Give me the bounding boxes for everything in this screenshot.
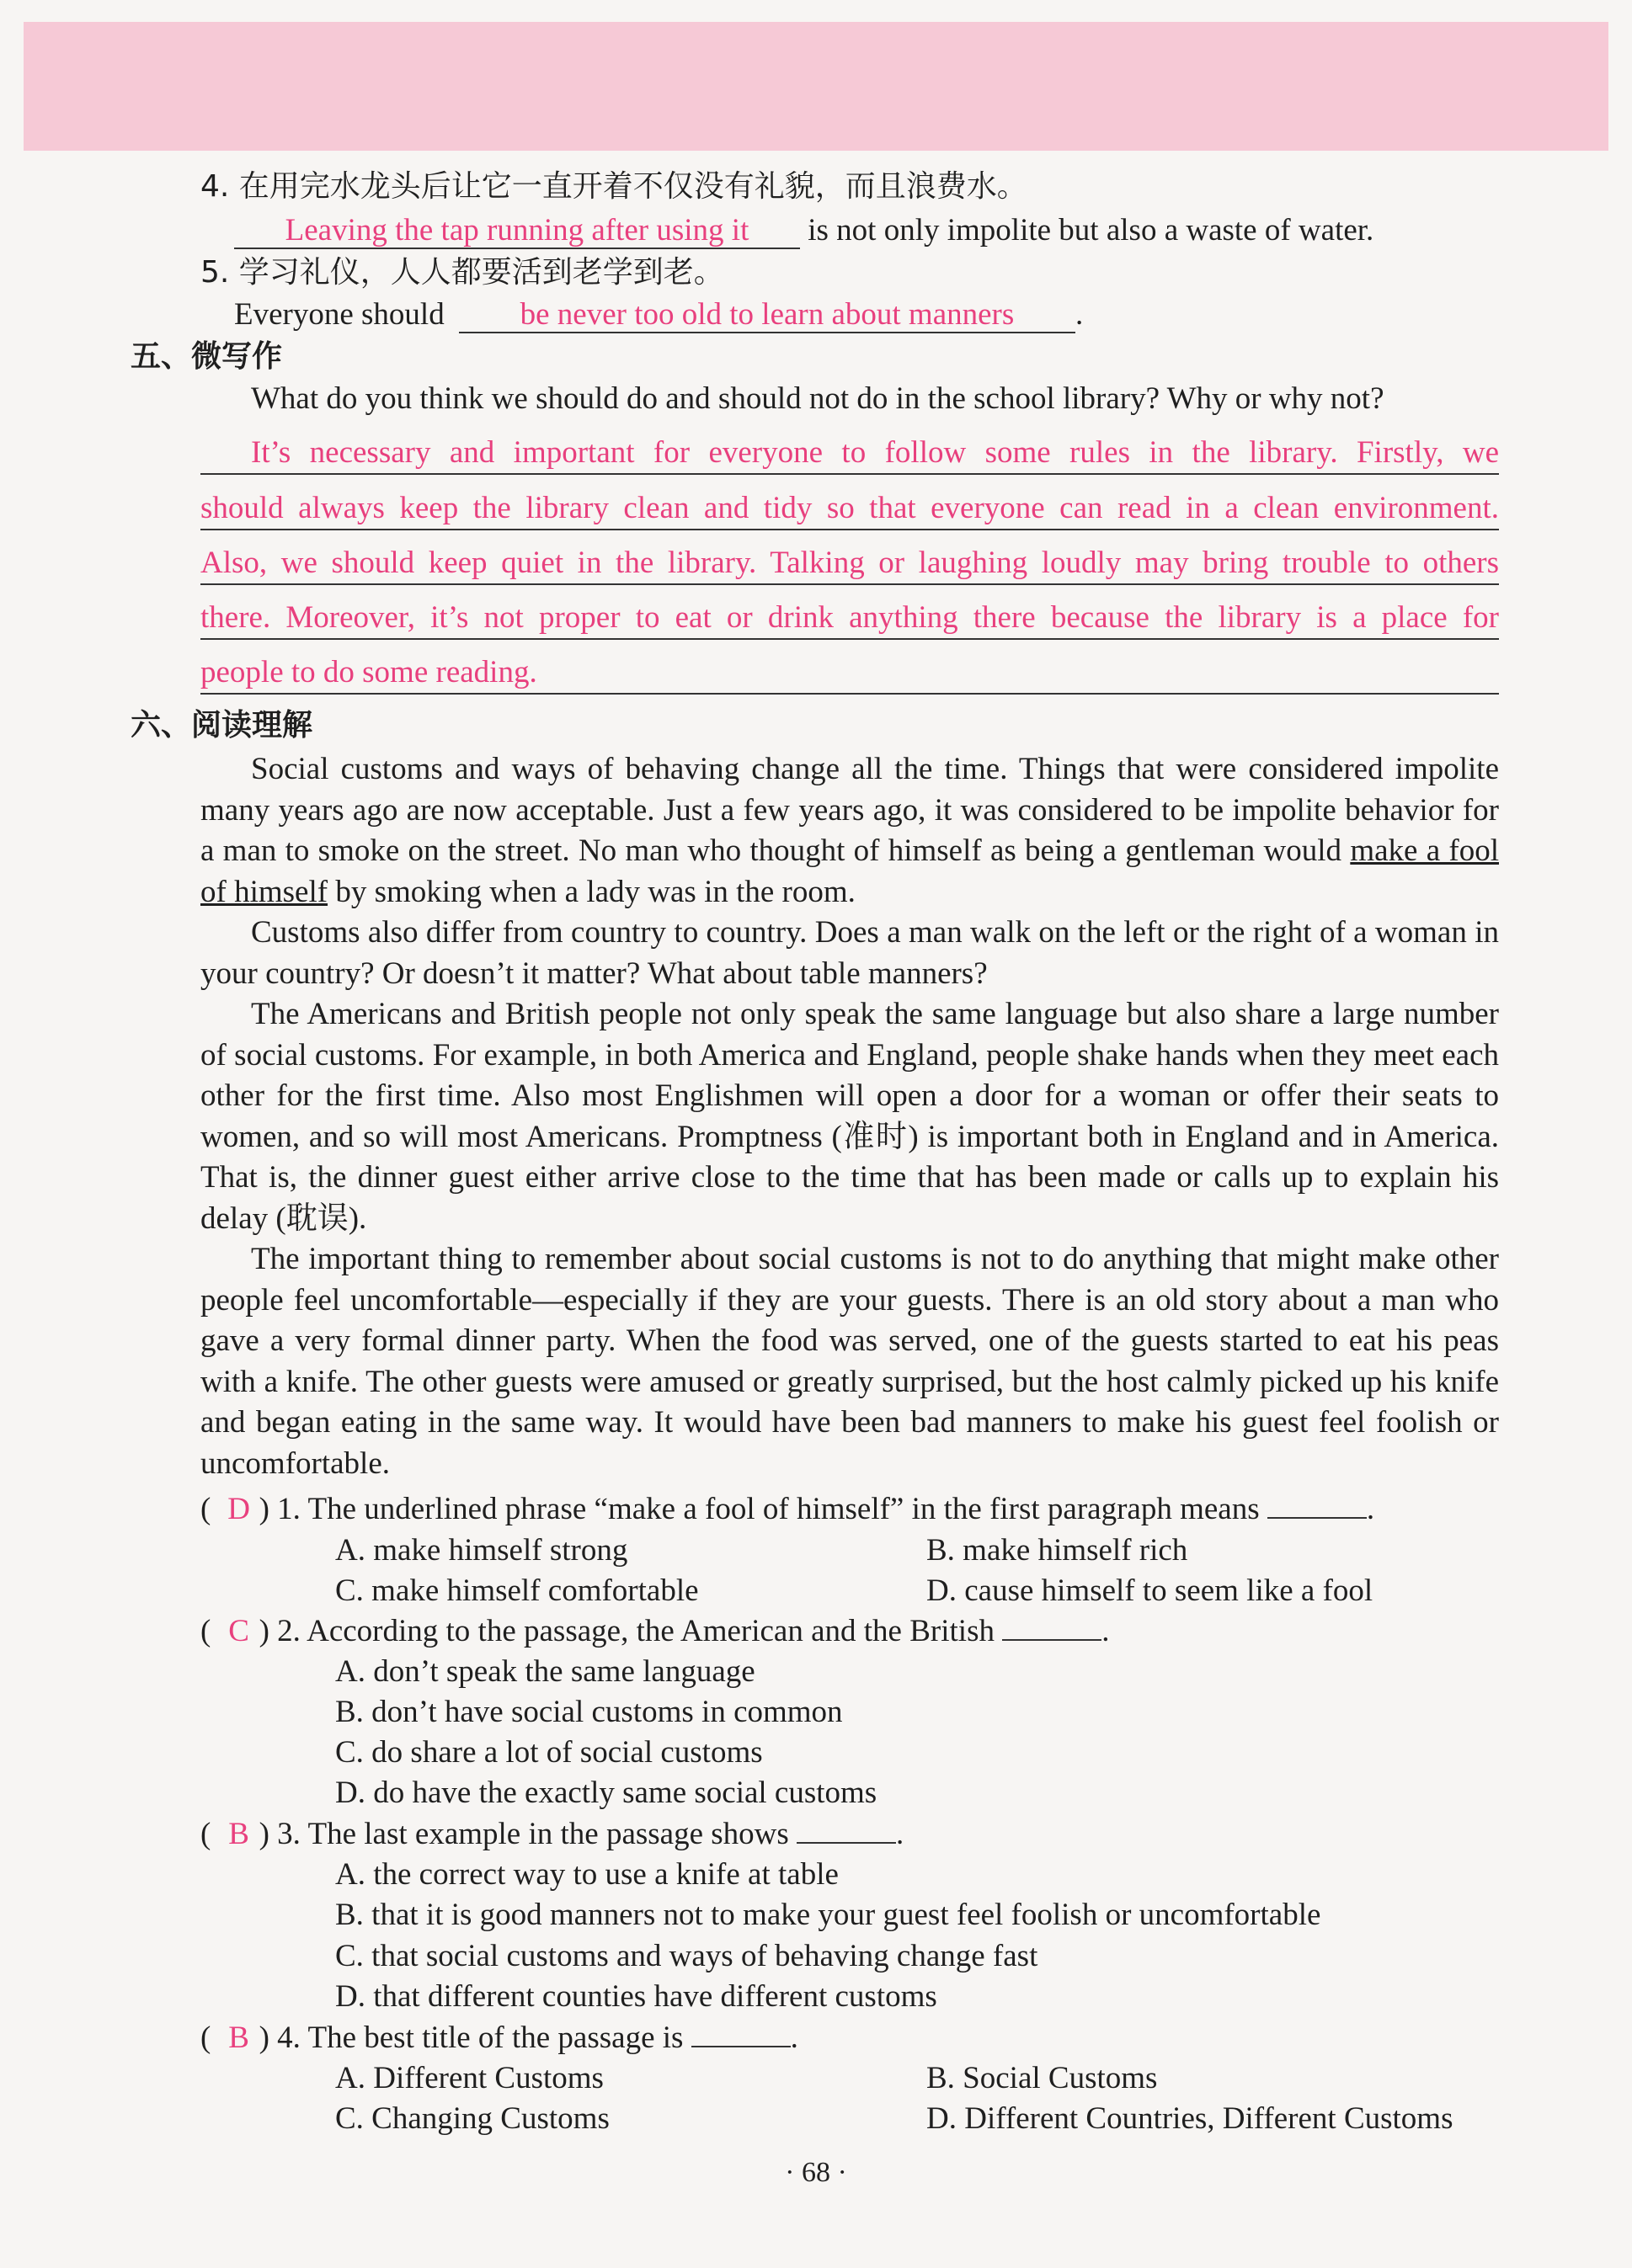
option: A. the correct way to use a knife at table: [335, 1857, 839, 1892]
question-1-answer: D: [227, 1492, 250, 1526]
q4-chinese: 4. 在用完水龙头后让它一直开着不仅没有礼貌，而且浪费水。: [200, 169, 1027, 204]
option: D. that different counties have different customs: [335, 1979, 937, 2014]
option: B. Social Customs: [926, 2061, 1158, 2095]
writing-heading: 五、微写作: [131, 339, 283, 374]
reading-passage: [200, 749, 1499, 1484]
question-2-answer: C: [228, 1614, 249, 1648]
option: A. make himself strong: [335, 1533, 628, 1568]
option: D. cause himself to seem like a fool: [926, 1573, 1373, 1608]
question-4-stem: 4. The best title of the passage is: [277, 2020, 684, 2055]
writing-line: should always keep the library clean and tidy so that everyone can read in a clean environment.: [200, 488, 1499, 530]
question-3-stem: 3. The last example in the passage shows: [277, 1817, 789, 1851]
question-1-end: .: [1366, 1492, 1375, 1526]
answer-blank: [691, 2020, 791, 2047]
question-1: ( D ) 1. The underlined phrase “make a fool of himself” in the first paragraph means .: [200, 1489, 1374, 1530]
q4-answer: Leaving the tap running after using it: [234, 214, 800, 249]
writing-line: people to do some reading.: [200, 652, 1499, 695]
option: C. make himself comfortable: [335, 1573, 699, 1608]
writing-line: Also, we should keep quiet in the library. Talking or laughing loudly may bring trouble to others: [200, 543, 1499, 585]
paragraph-2: Customs also differ from country to country. Does a man walk on the left or the right of a woman in your country? Or doesn’t it matter? What about table manners?: [200, 915, 1499, 991]
question-3-answer: B: [228, 1817, 249, 1851]
writing-prompt: What do you think we should do and should not do in the school library? Why or why not?: [251, 381, 1384, 416]
option: A. don’t speak the same language: [335, 1654, 755, 1689]
writing-line: there. Moreover, it’s not proper to eat or drink anything there because the library is a place for: [200, 598, 1499, 640]
q5-chinese: 5. 学习礼仪，人人都要活到老学到老。: [200, 255, 724, 290]
question-4: ( B ) 4. The best title of the passage is .: [200, 2018, 798, 2058]
underlined-phrase: make a fool of himself: [200, 833, 1499, 909]
option: B. don’t have social customs in common: [335, 1695, 843, 1729]
paragraph-3: The Americans and British people not only speak the same language but also share a large number of social customs. For example, in both America and England, people shake hands when they meet each other for the first time. Also most Englishmen will open a door for a woman or offer their seats to women, and so will most Americans. Promptness (准时) is important both in England and in America. That is, the dinner guest either arrive close to the time that has been made or calls up to explain his delay (耽误).: [200, 997, 1499, 1236]
q5-answer: be never too old to learn about manners: [459, 298, 1075, 333]
paragraph-1: [200, 749, 1499, 913]
option: D. do have the exactly same social customs: [335, 1776, 877, 1810]
question-2: ( C ) 2. According to the passage, the American and the British .: [200, 1611, 1109, 1652]
question-1-stem: 1. The underlined phrase “make a fool of himself” in the first paragraph means: [277, 1492, 1260, 1526]
question-2-end: .: [1101, 1614, 1110, 1648]
option: C. do share a lot of social customs: [335, 1735, 763, 1770]
paragraph-1-text: Social customs and ways of behaving change all the time. Things that were considered impolite many years ago are now acceptable. Just a few years ago, it was considered to be impolite behavior for a man to smoke on the street. No man who thought of himself as being a gentleman would: [200, 752, 1499, 868]
option: C. Changing Customs: [335, 2101, 610, 2136]
writing-line: It’s necessary and important for everyone to follow some rules in the library. Firstly, we: [200, 433, 1499, 475]
question-3: ( B ) 3. The last example in the passage shows .: [200, 1814, 904, 1855]
option: B. make himself rich: [926, 1533, 1188, 1568]
answer-blank: [1002, 1614, 1101, 1641]
option: B. that it is good manners not to make your guest feel foolish or uncomfortable: [335, 1898, 1321, 1932]
reading-heading: 六、阅读理解: [131, 708, 313, 743]
question-3-end: .: [896, 1817, 904, 1851]
question-2-stem: 2. According to the passage, the American and the British: [277, 1614, 995, 1648]
q5-prefix: Everyone should: [234, 297, 445, 332]
question-4-end: .: [790, 2020, 798, 2055]
question-4-answer: B: [228, 2020, 249, 2055]
q4-english-line: [234, 210, 1373, 251]
paragraph-4: The important thing to remember about social customs is not to do anything that might make other people feel uncomfortable—especially if they are your guests. There is an old story about a man who gave a very formal dinner party. When the food was served, one of the guests started to eat his peas with a knife. The other guests were amused or greatly surprised, but the host calmly picked up his knife and began eating in the same way. It would have been bad manners to make his guest feel foolish or uncomfortable.: [200, 1242, 1499, 1481]
option: D. Different Countries, Different Customs: [926, 2101, 1453, 2136]
answer-blank: [1267, 1492, 1367, 1519]
q5-english-line: [234, 295, 1083, 335]
option: A. Different Customs: [335, 2061, 604, 2095]
answer-blank: [797, 1817, 896, 1844]
page-number: · 68 ·: [785, 2157, 847, 2188]
q4-rest: is not only impolite but also a waste of water.: [808, 213, 1374, 248]
option: C. that social customs and ways of behaving change fast: [335, 1939, 1038, 1973]
paragraph-1-end: by smoking when a lady was in the room.: [328, 874, 856, 909]
q5-end: .: [1075, 297, 1084, 332]
